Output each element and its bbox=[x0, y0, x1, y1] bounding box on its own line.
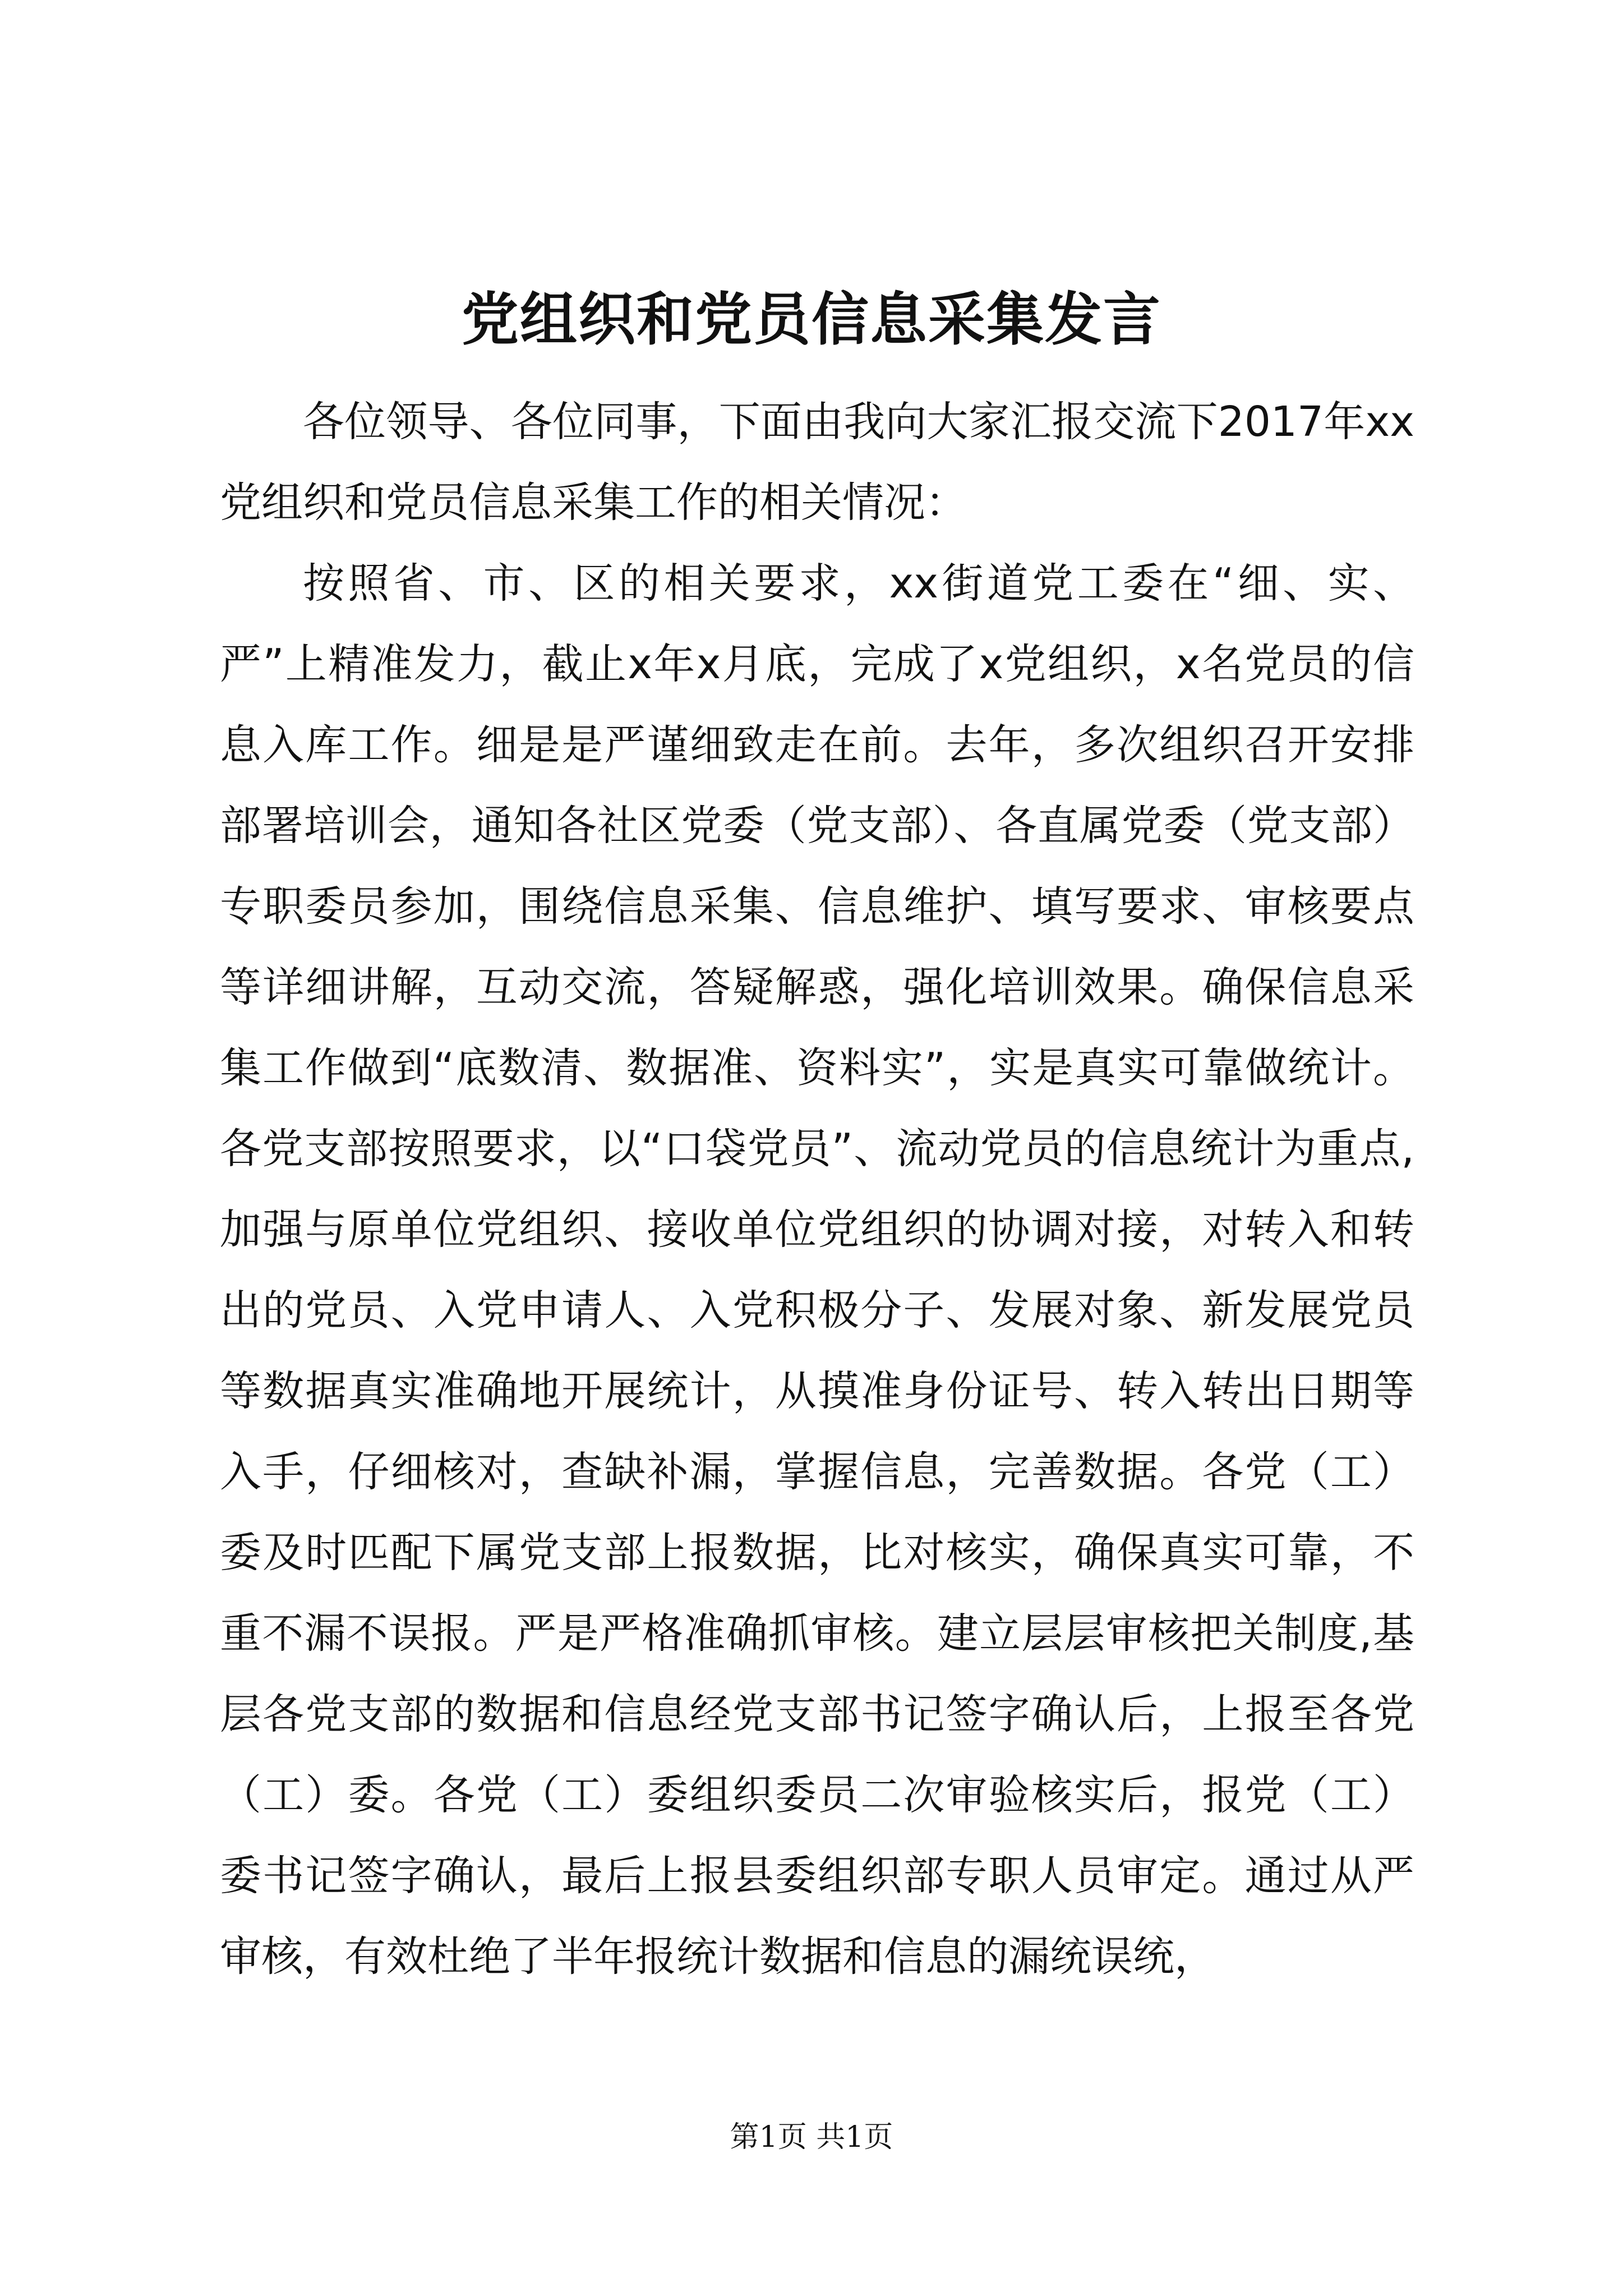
paragraph-main: 按照省、市、区的相关要求，xx街道党工委在“细、实、严”上精准发力，截止x年x月底，完成了x党组织，x名党员的信息入库工作。细是是严谨细致走在前。去年，多次组织召开安排部署培训会，通知各社区党委（党支部）、各直属党委（党支部）专职委员参加，围绕信息采集、信息维护、填写要求、审核要点等详细讲解，互动交流，答疑解惑，强化培训效果。确保信息采集工作做到“底数清、数据准、资料实”，实是真实可靠做统计。各党支部按照要求，以“口袋党员”、流动党员的信息统计为重点,加强与原单位党组织、接收单位党组织的协调对接，对转入和转出的党员、入党申请人、入党积极分子、发展对象、新发展党员等数据真实准确地开展统计，从摸准身份证号、转入转出日期等入手，仔细核对，查缺补漏，掌握信息，完善数据。各党（工）委及时匹配下属党支部上报数据，比对核实，确保真实可靠，不重不漏不误报。严是严格准确抓审核。建立层层审核把关制度,基层各党支部的数据和信息经党支部书记签字确认后，上报至各党（工）委。各党（工）委组织委员二次审验核实后，报党（工）委书记签字确认，最后上报县委组织部专职人员审定。通过从严审核，有效杜绝了半年报统计数据和信息的漏统误统， bbox=[220, 559, 1414, 1981]
document-body bbox=[220, 381, 1414, 1997]
page-number-footer: 第1页 共1页 bbox=[730, 2120, 893, 2154]
document-title: 党组织和党员信息采集发言 bbox=[462, 286, 1161, 353]
paragraph-intro: 各位领导、各位同事，下面由我向大家汇报交流下2017年xx党组织和党员信息采集工作的相关情况： bbox=[220, 398, 1414, 527]
